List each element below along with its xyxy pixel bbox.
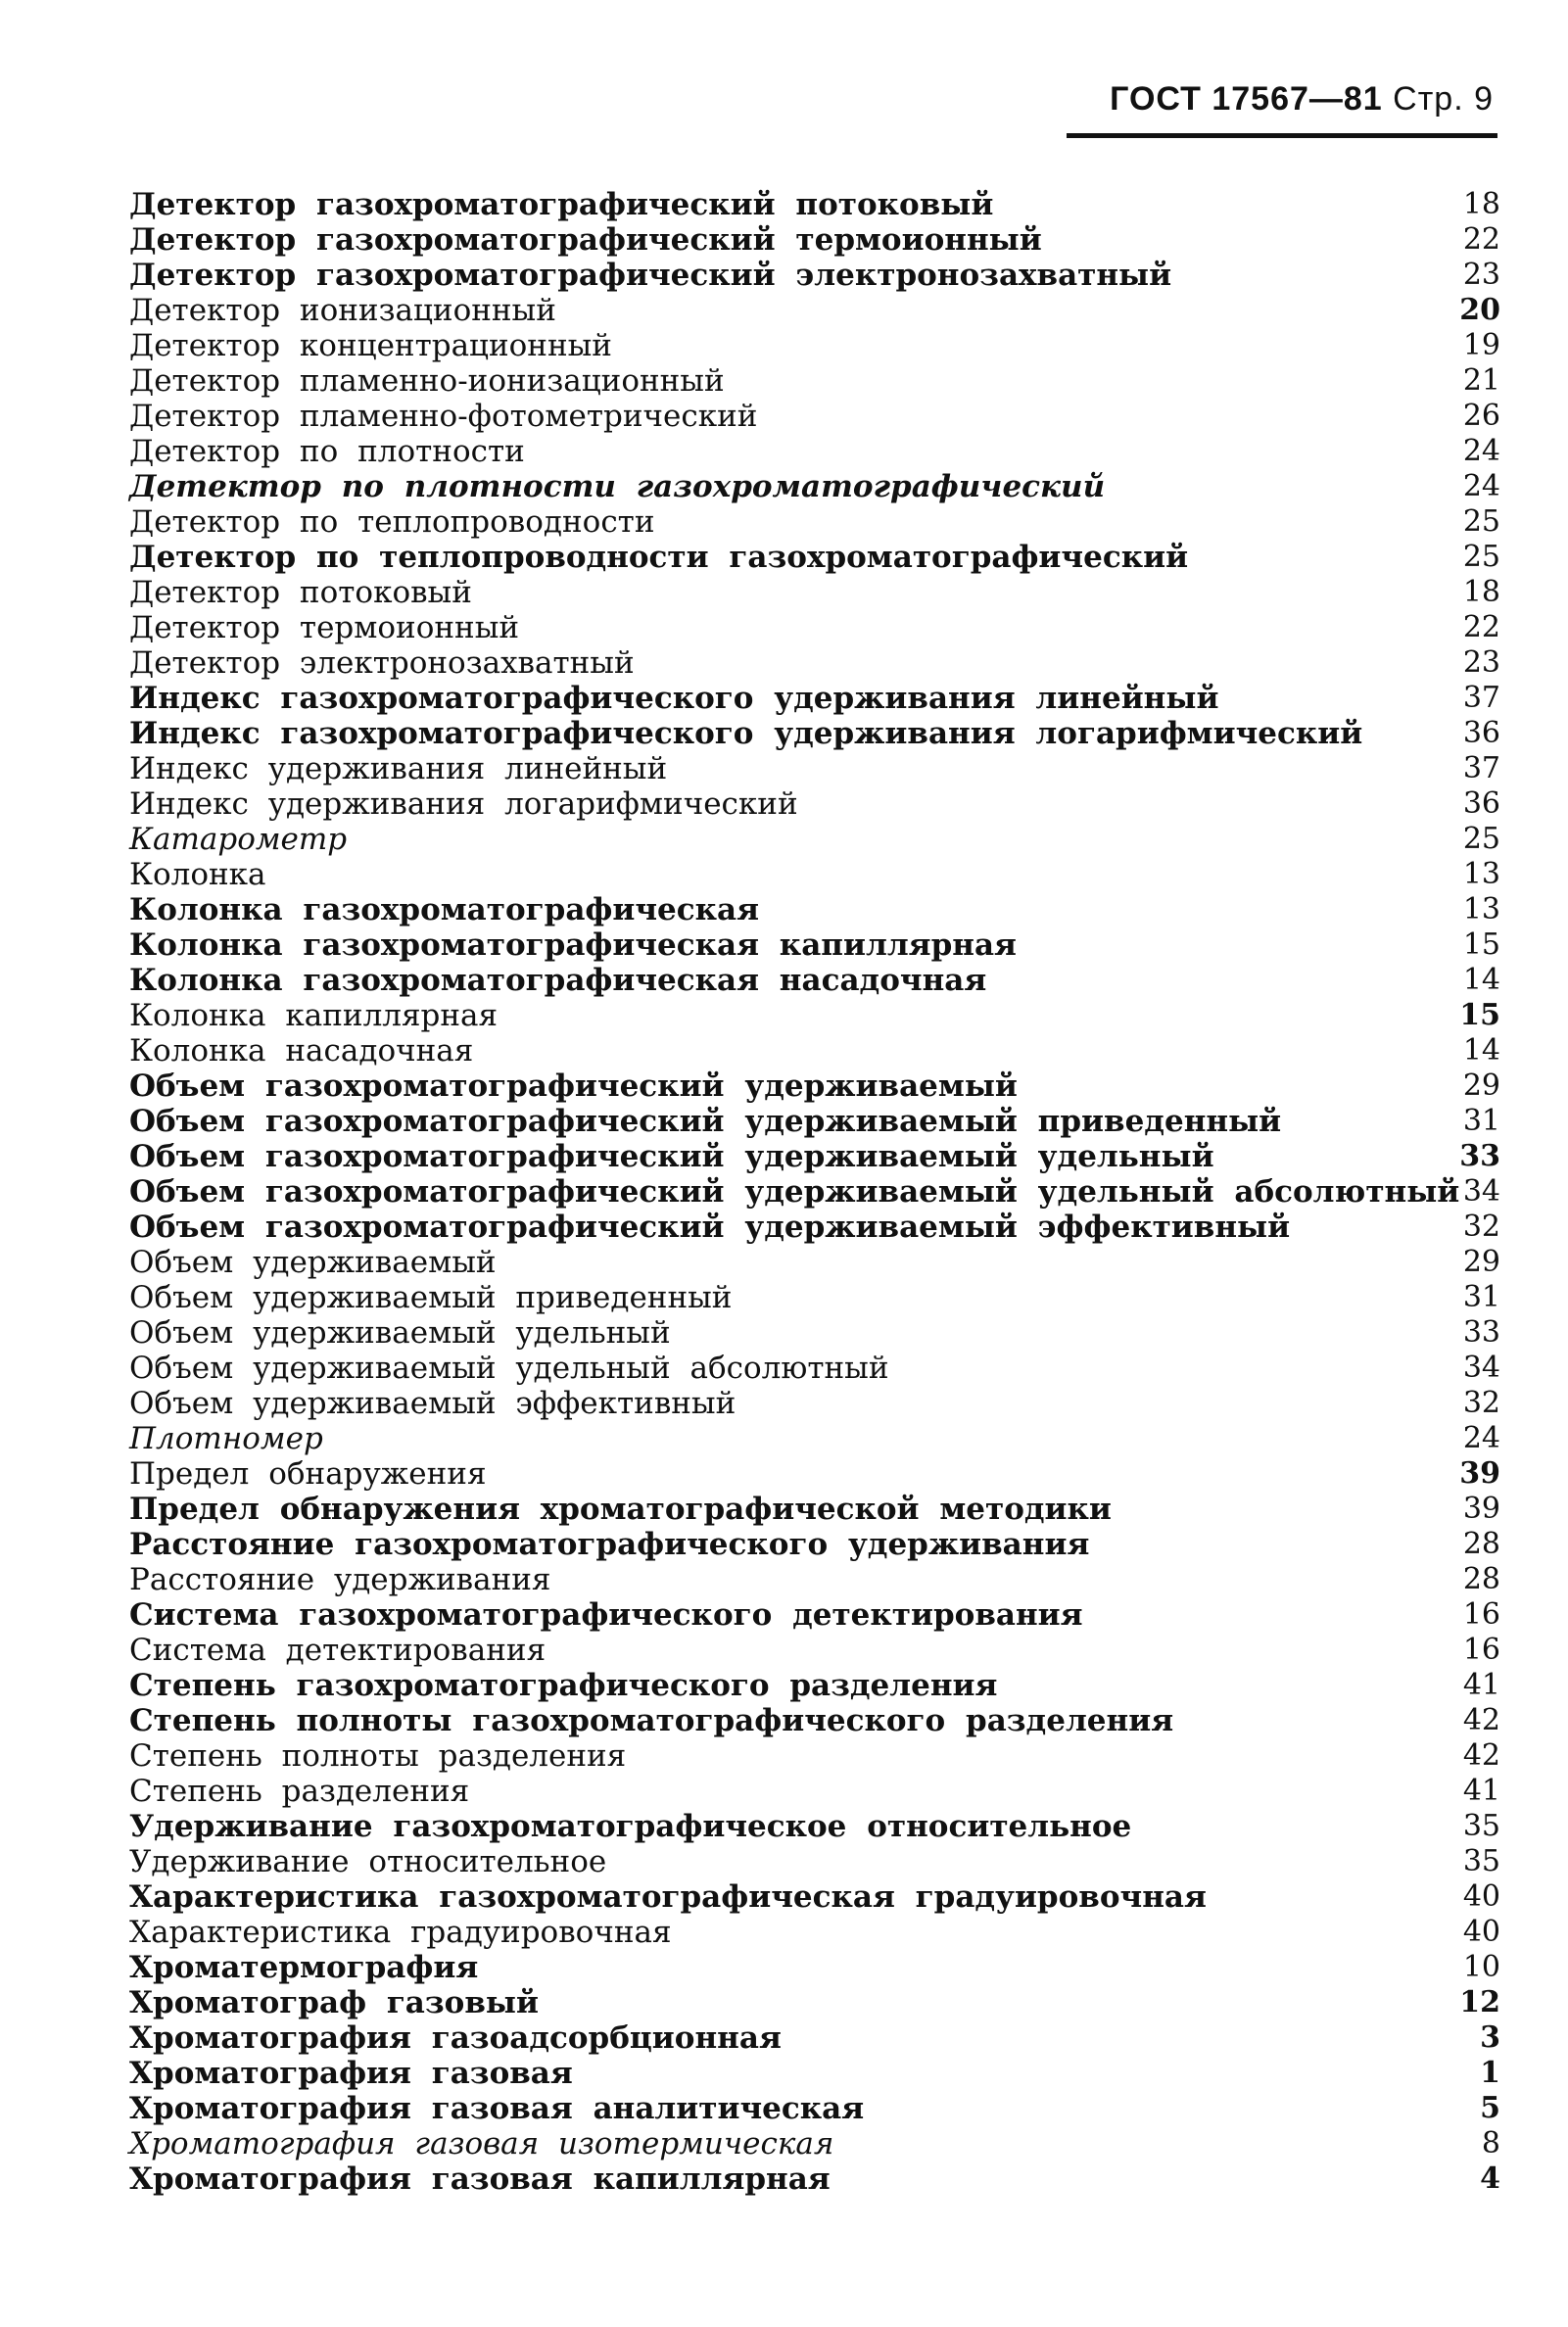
index-term-number: 15	[1462, 927, 1500, 962]
index-term: Детектор потоковый	[129, 575, 472, 610]
index-term-number: 32	[1462, 1210, 1500, 1244]
index-entry	[129, 1033, 1500, 1069]
index-term-number: 33	[1462, 1315, 1500, 1350]
index-term-number: 8	[1481, 2126, 1500, 2161]
index-term: Катарометр	[129, 822, 348, 857]
index-entry	[129, 610, 1500, 645]
index-term-number: 28	[1462, 1562, 1500, 1596]
index-term-number: 19	[1462, 328, 1500, 362]
index-term: Индекс газохроматографического удерживания линейный	[129, 681, 1219, 716]
index-term: Степень полноты разделения	[129, 1738, 627, 1774]
index-entry	[129, 1844, 1500, 1879]
index-term: Объем газохроматографический удерживаемый приведенный	[129, 1104, 1282, 1139]
index-term-number: 36	[1462, 716, 1500, 750]
standard-number: ГОСТ 17567—81	[1110, 80, 1383, 118]
index-term-number: 24	[1462, 469, 1500, 503]
index-term-number: 16	[1462, 1633, 1500, 1667]
index-entry	[129, 857, 1500, 892]
index-term: Хроматография газовая	[129, 2056, 573, 2091]
index-term: Объем газохроматографический удерживаемый удельный	[129, 1139, 1214, 1174]
index-entry	[129, 1280, 1500, 1315]
index-term-number: 40	[1462, 1915, 1500, 1949]
index-entry	[129, 1809, 1500, 1844]
index-entry	[129, 822, 1500, 857]
index-term-number: 32	[1462, 1386, 1500, 1420]
index-entry	[129, 2056, 1500, 2091]
index-term-number: 1	[1480, 2056, 1500, 2090]
term-index-list	[129, 187, 1500, 2197]
index-term: Детектор ионизационный	[129, 293, 556, 328]
index-term: Детектор концентрационный	[129, 328, 612, 363]
index-term: Объем газохроматографический удерживаемый удельный абсолютный	[129, 1174, 1460, 1210]
index-entry	[129, 786, 1500, 822]
index-entry	[129, 1985, 1500, 2020]
index-term: Индекс удерживания логарифмический	[129, 786, 798, 822]
page-header	[1063, 80, 1494, 119]
index-term: Плотномер	[129, 1421, 323, 1456]
index-term: Объем газохроматографический удерживаемый	[129, 1069, 1018, 1104]
index-entry	[129, 328, 1500, 363]
index-term: Хроматография газоадсорбционная	[129, 2020, 782, 2056]
index-entry	[129, 1315, 1500, 1351]
index-term: Характеристика градуировочная	[129, 1915, 672, 1950]
index-term-number: 13	[1462, 892, 1500, 926]
index-term-number: 41	[1462, 1774, 1500, 1808]
index-term-number: 10	[1462, 1950, 1500, 1984]
index-term: Хроматография газовая капиллярная	[129, 2161, 831, 2197]
index-term-number: 5	[1480, 2091, 1500, 2125]
index-entry	[129, 1879, 1500, 1915]
index-entry	[129, 1562, 1500, 1597]
index-term-number: 21	[1462, 363, 1500, 398]
index-entry	[129, 1210, 1500, 1245]
index-term: Расстояние газохроматографического удерживания	[129, 1527, 1090, 1562]
index-term: Детектор пламенно-фотометрический	[129, 399, 758, 434]
index-term-number: 39	[1462, 1492, 1500, 1526]
index-term-number: 15	[1459, 998, 1500, 1032]
index-entry	[129, 927, 1500, 963]
index-entry	[129, 1950, 1500, 1985]
index-entry	[129, 1597, 1500, 1633]
index-term: Индекс удерживания линейный	[129, 751, 668, 786]
index-term: Система газохроматографического детектирования	[129, 1597, 1083, 1633]
index-entry	[129, 2126, 1500, 2161]
index-term-number: 4	[1480, 2161, 1500, 2196]
index-entry	[129, 892, 1500, 927]
index-entry	[129, 1139, 1500, 1174]
index-term: Удерживание относительное	[129, 1844, 607, 1879]
index-term: Детектор газохроматографический электронозахватный	[129, 258, 1172, 293]
page-number: Стр. 9	[1393, 80, 1494, 118]
index-term: Колонка насадочная	[129, 1033, 474, 1069]
index-term: Степень полноты газохроматографического разделения	[129, 1703, 1174, 1738]
index-term-number: 36	[1462, 786, 1500, 821]
index-term-number: 37	[1462, 751, 1500, 785]
index-term-number: 25	[1462, 822, 1500, 856]
index-term-number: 25	[1462, 540, 1500, 574]
index-term-number: 42	[1462, 1703, 1500, 1737]
index-term-number: 24	[1462, 434, 1500, 468]
index-term: Колонка газохроматографическая	[129, 892, 760, 927]
index-entry	[129, 293, 1500, 328]
index-term: Колонка	[129, 857, 266, 892]
index-term: Предел обнаружения хроматографической методики	[129, 1492, 1112, 1527]
index-entry	[129, 1527, 1500, 1562]
index-term: Хроматография газовая изотермическая	[129, 2126, 834, 2161]
index-term-number: 42	[1462, 1738, 1500, 1773]
index-entry	[129, 434, 1500, 469]
index-term: Детектор пламенно-ионизационный	[129, 363, 725, 399]
index-entry	[129, 963, 1500, 998]
index-term-number: 20	[1459, 293, 1500, 327]
index-entry	[129, 1351, 1500, 1386]
index-term-number: 25	[1462, 504, 1500, 539]
index-term: Колонка газохроматографическая насадочная	[129, 963, 987, 998]
index-entry	[129, 1633, 1500, 1668]
index-term: Объем удерживаемый удельный абсолютный	[129, 1351, 889, 1386]
index-entry	[129, 540, 1500, 575]
index-entry	[129, 363, 1500, 399]
index-entry	[129, 681, 1500, 716]
index-term-number: 24	[1462, 1421, 1500, 1455]
index-term-number: 34	[1462, 1174, 1500, 1209]
index-entry	[129, 645, 1500, 681]
index-term-number: 28	[1462, 1527, 1500, 1561]
index-term-number: 31	[1462, 1104, 1500, 1138]
header-rule	[1067, 133, 1497, 138]
index-term-number: 13	[1462, 857, 1500, 891]
index-term: Детектор по теплопроводности	[129, 504, 655, 540]
index-term: Хроматермография	[129, 1950, 479, 1985]
index-entry	[129, 1456, 1500, 1492]
index-entry	[129, 1915, 1500, 1950]
index-term-number: 31	[1462, 1280, 1500, 1314]
index-term-number: 29	[1462, 1069, 1500, 1103]
index-entry	[129, 575, 1500, 610]
index-term: Удерживание газохроматографическое относительное	[129, 1809, 1132, 1844]
index-entry	[129, 1421, 1500, 1456]
index-term: Детектор по теплопроводности газохроматографический	[129, 540, 1189, 575]
index-term-number: 23	[1462, 645, 1500, 680]
index-term-number: 18	[1462, 575, 1500, 609]
index-term-number: 37	[1462, 681, 1500, 715]
index-term: Колонка капиллярная	[129, 998, 499, 1033]
index-term: Объем удерживаемый эффективный	[129, 1386, 736, 1421]
index-term: Степень газохроматографического разделения	[129, 1668, 998, 1703]
index-entry	[129, 1703, 1500, 1738]
index-entry	[129, 716, 1500, 751]
index-entry	[129, 1668, 1500, 1703]
index-entry	[129, 258, 1500, 293]
index-entry	[129, 1738, 1500, 1774]
index-entry	[129, 1104, 1500, 1139]
index-term-number: 22	[1462, 222, 1500, 257]
index-entry	[129, 2020, 1500, 2056]
index-term: Детектор по плотности газохроматографический	[129, 469, 1106, 504]
index-term-number: 22	[1462, 610, 1500, 644]
index-entry	[129, 222, 1500, 258]
index-term-number: 14	[1462, 1033, 1500, 1068]
index-entry	[129, 1174, 1500, 1210]
index-term: Система детектирования	[129, 1633, 546, 1668]
index-term-number: 14	[1462, 963, 1500, 997]
index-term-number: 35	[1462, 1809, 1500, 1843]
index-entry	[129, 751, 1500, 786]
index-term: Объем газохроматографический удерживаемый эффективный	[129, 1210, 1291, 1245]
index-term: Объем удерживаемый удельный	[129, 1315, 671, 1351]
index-entry	[129, 1774, 1500, 1809]
index-term: Хроматография газовая аналитическая	[129, 2091, 865, 2126]
index-entry	[129, 2091, 1500, 2126]
index-entry	[129, 1245, 1500, 1280]
index-term-number: 12	[1459, 1985, 1500, 2019]
index-term: Детектор электронозахватный	[129, 645, 635, 681]
index-entry	[129, 504, 1500, 540]
index-term: Детектор газохроматографический термоионный	[129, 222, 1042, 258]
index-entry	[129, 1492, 1500, 1527]
index-term: Детектор газохроматографический потоковый	[129, 187, 994, 222]
index-term-number: 18	[1462, 187, 1500, 221]
index-term: Объем удерживаемый приведенный	[129, 1280, 733, 1315]
index-entry	[129, 469, 1500, 504]
index-term: Расстояние удерживания	[129, 1562, 551, 1597]
index-entry	[129, 1069, 1500, 1104]
index-term: Детектор термоионный	[129, 610, 520, 645]
index-term: Детектор по плотности	[129, 434, 525, 469]
index-term-number: 41	[1462, 1668, 1500, 1702]
index-term-number: 34	[1462, 1351, 1500, 1385]
index-entry	[129, 998, 1500, 1033]
index-term-number: 26	[1462, 399, 1500, 433]
index-term-number: 3	[1480, 2020, 1500, 2055]
index-term: Объем удерживаемый	[129, 1245, 497, 1280]
index-term-number: 39	[1459, 1456, 1500, 1491]
index-term: Предел обнаружения	[129, 1456, 487, 1492]
index-term: Колонка газохроматографическая капиллярная	[129, 927, 1017, 963]
index-term-number: 23	[1462, 258, 1500, 292]
index-term: Характеристика газохроматографическая градуировочная	[129, 1879, 1207, 1915]
index-entry	[129, 1386, 1500, 1421]
index-entry	[129, 399, 1500, 434]
index-entry	[129, 2161, 1500, 2197]
index-term: Хроматограф газовый	[129, 1985, 539, 2020]
index-term-number: 29	[1462, 1245, 1500, 1279]
index-term: Степень разделения	[129, 1774, 470, 1809]
index-term-number: 16	[1462, 1597, 1500, 1632]
index-entry	[129, 187, 1500, 222]
index-term-number: 40	[1462, 1879, 1500, 1914]
index-term-number: 33	[1459, 1139, 1500, 1173]
index-term-number: 35	[1462, 1844, 1500, 1878]
index-term: Индекс газохроматографического удерживания логарифмический	[129, 716, 1363, 751]
